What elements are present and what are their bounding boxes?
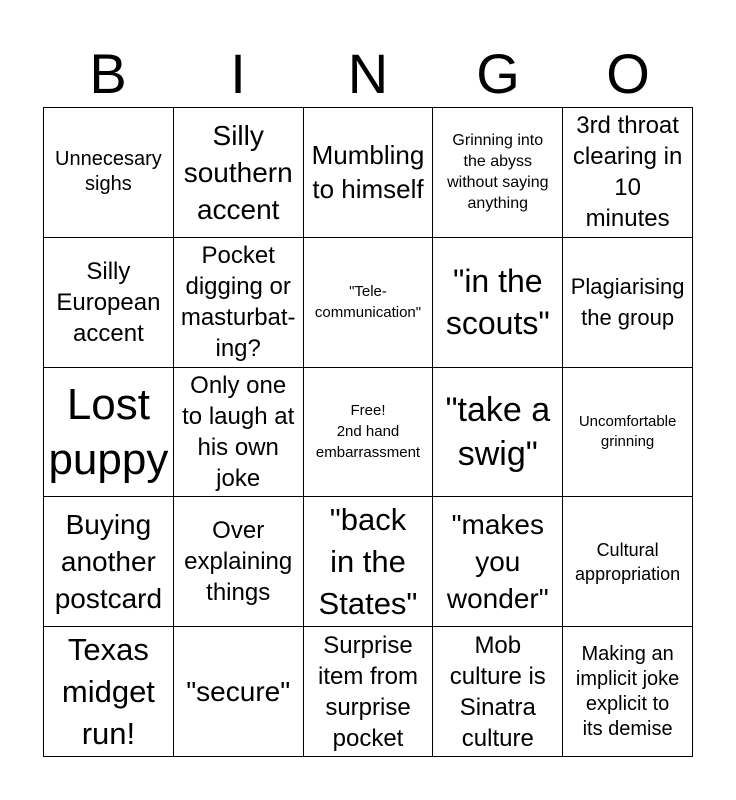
cell-text: Texas midget run! [61, 631, 155, 751]
cell-text: Lost puppy [48, 379, 169, 484]
cell-text: "take a swig" [445, 390, 551, 473]
cell-text: Making an implicit joke explicit to its demise [575, 642, 680, 740]
cell-text: "back in the States" [318, 501, 418, 621]
bingo-cell-r3c2[interactable] [174, 368, 304, 498]
bingo-grid [43, 107, 693, 757]
bingo-cell-r4c4[interactable] [433, 497, 563, 627]
bingo-cell-r2c1[interactable] [44, 238, 174, 368]
cell-text: Surprise item from surprise pocket [317, 631, 418, 752]
bingo-cell-r1c1[interactable] [44, 108, 174, 238]
cell-text: Silly European accent [56, 257, 161, 347]
bingo-cell-r4c1[interactable] [44, 497, 174, 627]
header-letter-g: G [476, 42, 520, 105]
bingo-cell-r4c2[interactable] [174, 497, 304, 627]
cell-text: Plagiarising the group [570, 274, 685, 331]
cell-text: 3rd throat clearing in 10 minutes [572, 112, 683, 233]
cell-text: Uncomfortable grinning [578, 412, 677, 450]
cell-text: "Tele- communication" [314, 283, 422, 322]
cell-text: "secure" [186, 676, 291, 708]
bingo-cell-r1c4[interactable] [433, 108, 563, 238]
bingo-cell-r3c1[interactable] [44, 368, 174, 498]
bingo-cell-r3c3[interactable] [304, 368, 434, 498]
bingo-cell-r5c2[interactable] [174, 627, 304, 757]
cell-text: Mob culture is Sinatra culture [449, 631, 546, 752]
header-letter-i: I [230, 42, 246, 105]
cell-text: Pocket digging or masturbat- ing? [180, 242, 296, 363]
bingo-cell-r5c3[interactable] [304, 627, 434, 757]
bingo-cell-r3c4[interactable] [433, 368, 563, 498]
cell-text: "in the scouts" [445, 263, 550, 342]
bingo-cell-r1c5[interactable] [563, 108, 693, 238]
bingo-cell-r1c3[interactable] [304, 108, 434, 238]
cell-text: Only one to laugh at his own joke [182, 371, 295, 492]
cell-text: Unnecesary sighs [55, 148, 162, 196]
bingo-cell-r5c5[interactable] [563, 627, 693, 757]
bingo-cell-r4c5[interactable] [563, 497, 693, 627]
bingo-cell-r2c2[interactable] [174, 238, 304, 368]
bingo-cell-r3c5[interactable] [563, 368, 693, 498]
cell-text: Over explaining things [184, 517, 293, 607]
header-letter-n: N [347, 42, 389, 105]
bingo-cell-r2c3[interactable] [304, 238, 434, 368]
bingo-cell-r1c2[interactable] [174, 108, 304, 238]
bingo-header [43, 42, 693, 106]
cell-text: Cultural appropriation [575, 539, 681, 584]
bingo-cell-r4c3[interactable] [304, 497, 434, 627]
header-letter-b: B [89, 42, 127, 105]
cell-text: Buying another postcard [54, 509, 163, 615]
bingo-cell-r5c4[interactable] [433, 627, 563, 757]
bingo-cell-r5c1[interactable] [44, 627, 174, 757]
cell-text: Free! 2nd hand embarrassment [315, 402, 421, 462]
cell-text: Silly southern accent [183, 119, 293, 225]
bingo-cell-r2c5[interactable] [563, 238, 693, 368]
cell-text: Mumbling to himself [311, 140, 425, 205]
cell-text: Grinning into the abyss without saying anything [447, 132, 549, 213]
bingo-cell-r2c4[interactable] [433, 238, 563, 368]
header-letter-o: O [606, 42, 650, 105]
cell-text: "makes you wonder" [446, 509, 549, 615]
